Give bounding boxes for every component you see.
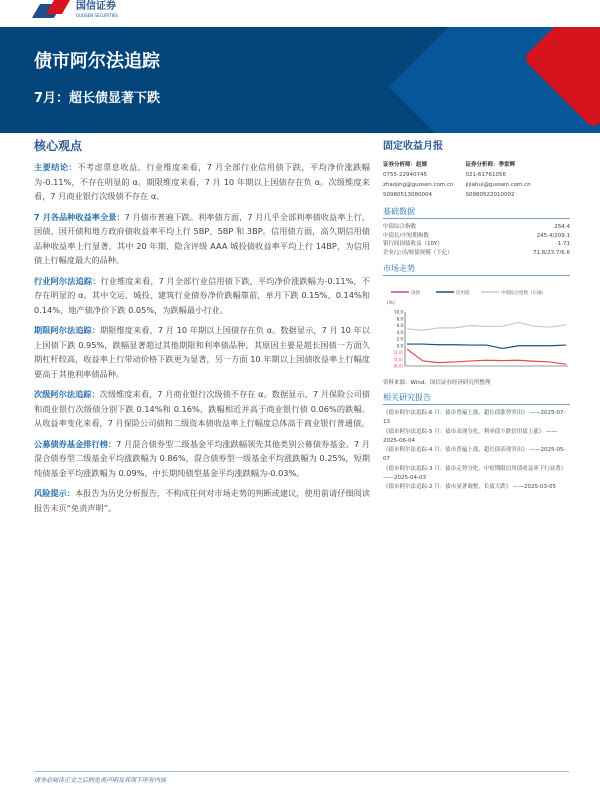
basic-data-label: 企业/公司/转债规模（千亿） — [383, 249, 453, 256]
logo-mark-icon — [36, 0, 70, 20]
report-title: 债市阿尔法追踪 — [34, 51, 160, 72]
core-paragraph — [34, 274, 370, 318]
sidebar-title: 固定收益月报 — [383, 141, 443, 152]
related-report-link[interactable]: 《债市阿尔法追踪-4 月：债市普遍上涨，超长债表现突出》 ——2025-05-07 — [383, 447, 566, 463]
series-line-1 — [407, 344, 566, 348]
series-line-0 — [407, 349, 566, 364]
title-banner — [0, 27, 600, 133]
basic-data-row — [383, 223, 570, 232]
analyst-email[interactable]: jijiahui@guosen.com.cn — [465, 182, 531, 188]
y-tick-label: 4.0 — [396, 329, 403, 335]
logo-en: GUOSEN SECURITIES — [76, 13, 118, 18]
basic-data-value: 71.8/23.7/6.6 — [533, 249, 570, 256]
core-paragraph — [34, 437, 370, 481]
basic-data-value: 254.4 — [554, 224, 570, 230]
core-title: 核心观点 — [34, 139, 83, 153]
y-tick-label: 8.0 — [396, 316, 403, 322]
related-report-link[interactable]: 《债市阿尔法追踪-2 月：债市显著调整，长债大跌》 ——2025-03-05 — [383, 484, 556, 491]
analyst-phone: 021-61761056 — [465, 172, 506, 178]
y-tick-label: 0.0 — [396, 343, 403, 349]
paragraph-text: 7 月混合债券型二级基金平均涨跌幅领先其他类别公募债券基金。7 月混合债券型二级基金平均涨跌幅为 0.86%，混合债券型一级基金平均涨跌幅为 0.25%，短期纯债基金平均涨跌幅为 0.09%，中长期纯债型基金平均涨跌幅为-0.03%。 — [34, 438, 370, 478]
paragraph-keyword: 公募债券基金排行榜： — [34, 438, 117, 449]
analyst-email[interactable]: zhaojing@guosen.com.cn — [383, 182, 454, 188]
y-tick-label: (4.0) — [393, 356, 403, 362]
y-tick-label: (6.0) — [393, 363, 403, 369]
basic-data-value: 1.71 — [557, 241, 570, 247]
core-paragraph — [34, 486, 370, 515]
y-tick-label: 10.0 — [394, 309, 403, 315]
analyst-1 — [383, 160, 453, 200]
market-trend-title: 市场走势 — [383, 263, 570, 276]
paragraph-text: 7 月债市普遍下跌。利率债方面，7 月几乎全部利率债收益率上行，国债、国开债和地方政府债收益率平均上行 5BP、5BP 和 3BP。信用债方面，高久期信用债品种收益率上行显著，其中 20 年期、隐含评级 AAA 城投债收益率平均上行 14BP，为信用债上行幅度最大的品种。 — [34, 211, 370, 265]
core-paragraph — [34, 160, 370, 204]
paragraph-keyword: 7 月各品种收益率全景： — [34, 211, 125, 222]
market-trend-chart — [383, 284, 570, 372]
basic-data-title: 基础数据 — [383, 206, 570, 219]
footer-disclaimer: 请务必阅读正文之后的免责声明及其项下所有内容 — [34, 777, 167, 784]
basic-data-row — [383, 240, 570, 249]
analyst-id: S0980522010002 — [465, 192, 515, 198]
paragraph-keyword: 次级阿尔法追踪： — [34, 389, 100, 399]
logo-cn: 国信证券 — [76, 1, 116, 12]
paragraph-keyword: 主要结论： — [34, 162, 78, 172]
sidebar — [383, 137, 570, 493]
analysts — [383, 160, 570, 200]
related-report-link[interactable]: 《债市阿尔法追踪-3 月：债市走势分化，中短期限信用债收益率下行显著》 ——2025-04-03 — [383, 465, 567, 482]
logo — [36, 0, 118, 20]
footer-divider — [34, 771, 569, 772]
basic-data-row — [383, 232, 570, 241]
related-report-link[interactable]: 《债市阿尔法追踪-6 月：债市普遍上涨，超长债涨势突出》 ——2025-07-13 — [383, 410, 566, 426]
series-line-2 — [407, 322, 566, 330]
y-tick-label: 6.0 — [396, 323, 403, 328]
related-reports-title: 相关研究报告 — [383, 392, 570, 405]
analyst-2 — [465, 160, 530, 200]
paragraph-text: 次级维度来看，7 月商业银行次级债不存在 α。数据显示，7 月保险公司债和商业银行次级债分别下跌 0.14%和 0.16%，跌幅相近并高于商业银行债 0.06%的跌幅。从收益率变化来看，7 月保险公司债和二级资本债收益率上行幅度总体高于商业银行普通债。 — [34, 389, 370, 428]
analyst-id: S0980513080004 — [383, 192, 432, 198]
basic-data-row — [383, 249, 570, 258]
paragraph-text: 期限维度来看，7 月 10 年期以上国债存在负 α。数据显示，7 月 10 年以上国债下跌 0.95%，跌幅显著超过其他期限和利率债品种。其原因主要是超长国债一方面久期杠杆较高，收益率上行带动价格下跌更为显著，另一方面 10 年期以上国债收益率上行幅度要高于其他利率债品种。 — [34, 325, 370, 379]
basic-data-value: 245.4/209.1 — [536, 232, 570, 239]
paragraph-text: 不考虑票息收益，行业维度来看，7 月全部行业信用债下跌，平均净价涨跌幅为-0.11%，不存在明显的 α。期限维度来看，7 月 10 年期以上国债存在负 α。次级维度来看，7 月商业银行次级债不存在 α。 — [34, 162, 370, 201]
legend-label: 信用债 — [456, 291, 470, 296]
report-subtitle: 7月：超长债显著下跌 — [34, 91, 161, 106]
paragraph-keyword: 行业阿尔法追踪： — [34, 275, 101, 286]
core-paragraph — [34, 210, 370, 268]
paragraph-text: 行业维度来看，7 月全部行业信用债下跌，平均净价涨跌幅为-0.11%，不存在明显的 α。其中交运、城投、建筑行业债券净价跌幅靠前，单月下跌 0.15%、0.14%和 0.14%，地产债净价下跌 0.05%，为跌幅最小行业。 — [34, 275, 370, 315]
core-views — [34, 137, 370, 521]
analyst-name: 证券分析师：赵婧 — [383, 162, 428, 168]
y-tick-label: (2.0) — [393, 350, 403, 355]
basic-data-label: 银行间国债收益（10Y） — [383, 241, 443, 247]
paragraph-keyword: 期限阿尔法追踪： — [34, 325, 101, 335]
related-report-link[interactable]: 《债市阿尔法追踪-5 月：债市表现分化，利率债下跌信用债上涨》 ——2025-06-04 — [383, 428, 557, 444]
chart-source: 资料来源：Wind、国信证券经济研究所整理 — [383, 380, 491, 386]
basic-data-label: 中债长/中短期指数 — [383, 232, 429, 239]
y-tick-label: 2.0 — [396, 336, 403, 342]
core-paragraph — [34, 387, 370, 431]
y-unit: (%) — [387, 301, 395, 306]
paragraph-text: 本报告为历史分析报告，不构成任何对市场走势的判断或建议，使用前请仔细阅读报告末页“免责声明”。 — [34, 488, 370, 513]
core-paragraph — [34, 323, 370, 381]
legend-label: 国债 — [411, 291, 420, 296]
analyst-phone: 0755-22940745 — [383, 172, 427, 178]
paragraph-keyword: 风险提示： — [34, 488, 75, 498]
basic-data-label: 中债综合指数 — [383, 224, 417, 230]
analyst-name: 证券分析师：季家辉 — [465, 162, 515, 168]
legend-label: 中债综合指数（右轴） — [501, 291, 546, 296]
